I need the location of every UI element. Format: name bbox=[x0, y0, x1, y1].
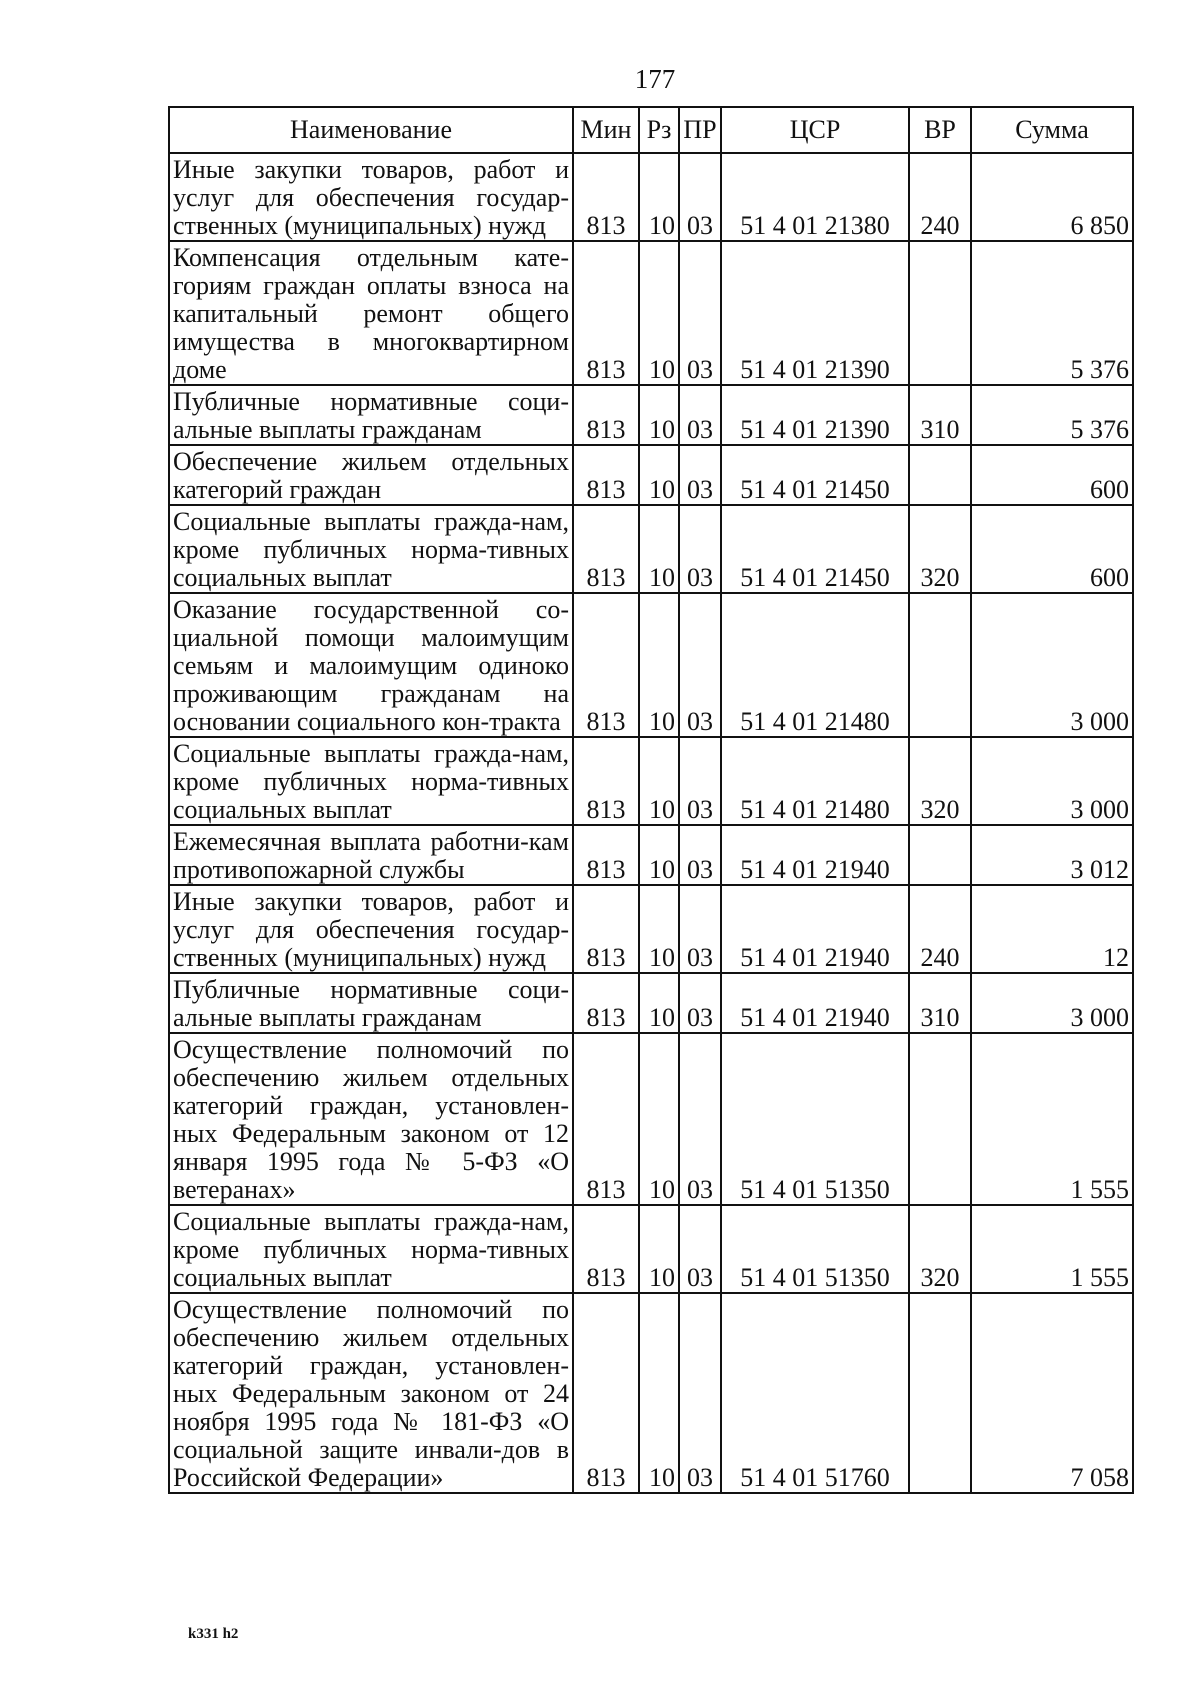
row-rz: 10 bbox=[639, 885, 679, 973]
row-pr: 03 bbox=[679, 1033, 721, 1205]
table-row bbox=[169, 385, 1133, 445]
header-name: Наименование bbox=[169, 107, 573, 153]
row-min: 813 bbox=[573, 385, 639, 445]
row-name: Обеспечение жильем отдельных категорий граждан bbox=[169, 445, 573, 505]
header-csr: ЦСР bbox=[721, 107, 909, 153]
budget-table bbox=[168, 106, 1134, 1494]
page-number: 177 bbox=[634, 64, 676, 94]
row-pr: 03 bbox=[679, 445, 721, 505]
row-min: 813 bbox=[573, 1033, 639, 1205]
row-csr: 51 4 01 21940 bbox=[721, 825, 909, 885]
row-sum: 3 000 bbox=[971, 737, 1133, 825]
row-csr: 51 4 01 21390 bbox=[721, 385, 909, 445]
row-vr: 320 bbox=[909, 737, 971, 825]
row-rz: 10 bbox=[639, 593, 679, 737]
row-sum: 6 850 bbox=[971, 153, 1133, 241]
row-rz: 10 bbox=[639, 1033, 679, 1205]
row-pr: 03 bbox=[679, 737, 721, 825]
row-name: Компенсация отдельным кате-гориям граждан оплаты взноса на капитальный ремонт общего имущества в многоквартирном доме bbox=[169, 241, 573, 385]
row-name: Ежемесячная выплата работни-кам противопожарной службы bbox=[169, 825, 573, 885]
row-csr: 51 4 01 21480 bbox=[721, 737, 909, 825]
row-pr: 03 bbox=[679, 973, 721, 1033]
row-pr: 03 bbox=[679, 1293, 721, 1493]
row-vr bbox=[909, 1033, 971, 1205]
row-vr bbox=[909, 1293, 971, 1493]
table-header-row bbox=[169, 107, 1133, 153]
row-sum: 7 058 bbox=[971, 1293, 1133, 1493]
row-csr: 51 4 01 51350 bbox=[721, 1205, 909, 1293]
row-csr: 51 4 01 21450 bbox=[721, 445, 909, 505]
row-min: 813 bbox=[573, 445, 639, 505]
header-vr: ВР bbox=[909, 107, 971, 153]
row-min: 813 bbox=[573, 737, 639, 825]
row-vr bbox=[909, 445, 971, 505]
row-name: Публичные нормативные соци-альные выплаты гражданам bbox=[169, 973, 573, 1033]
table-row bbox=[169, 973, 1133, 1033]
row-csr: 51 4 01 21450 bbox=[721, 505, 909, 593]
row-pr: 03 bbox=[679, 885, 721, 973]
row-rz: 10 bbox=[639, 241, 679, 385]
row-csr: 51 4 01 21480 bbox=[721, 593, 909, 737]
row-csr: 51 4 01 21940 bbox=[721, 885, 909, 973]
table-row bbox=[169, 885, 1133, 973]
row-vr bbox=[909, 825, 971, 885]
row-min: 813 bbox=[573, 973, 639, 1033]
row-csr: 51 4 01 21940 bbox=[721, 973, 909, 1033]
row-min: 813 bbox=[573, 1205, 639, 1293]
row-sum: 12 bbox=[971, 885, 1133, 973]
row-name: Социальные выплаты гражда-нам, кроме публичных норма-тивных социальных выплат bbox=[169, 1205, 573, 1293]
row-rz: 10 bbox=[639, 1293, 679, 1493]
row-csr: 51 4 01 21390 bbox=[721, 241, 909, 385]
table-row bbox=[169, 241, 1133, 385]
row-rz: 10 bbox=[639, 445, 679, 505]
header-sum: Сумма bbox=[971, 107, 1133, 153]
table-row bbox=[169, 1033, 1133, 1205]
row-csr: 51 4 01 21380 bbox=[721, 153, 909, 241]
row-vr: 310 bbox=[909, 385, 971, 445]
table-row bbox=[169, 1293, 1133, 1493]
row-min: 813 bbox=[573, 153, 639, 241]
row-name: Социальные выплаты гражда-нам, кроме публичных норма-тивных социальных выплат bbox=[169, 737, 573, 825]
row-rz: 10 bbox=[639, 1205, 679, 1293]
table-row bbox=[169, 737, 1133, 825]
row-rz: 10 bbox=[639, 505, 679, 593]
row-vr bbox=[909, 593, 971, 737]
row-min: 813 bbox=[573, 825, 639, 885]
row-vr: 240 bbox=[909, 153, 971, 241]
table-row bbox=[169, 593, 1133, 737]
row-vr: 320 bbox=[909, 1205, 971, 1293]
header-min: Мин bbox=[573, 107, 639, 153]
table-row bbox=[169, 505, 1133, 593]
row-pr: 03 bbox=[679, 1205, 721, 1293]
row-pr: 03 bbox=[679, 385, 721, 445]
row-sum: 600 bbox=[971, 505, 1133, 593]
row-vr bbox=[909, 241, 971, 385]
row-min: 813 bbox=[573, 505, 639, 593]
row-pr: 03 bbox=[679, 505, 721, 593]
table-row bbox=[169, 1205, 1133, 1293]
header-rz: Рз bbox=[639, 107, 679, 153]
row-pr: 03 bbox=[679, 153, 721, 241]
row-sum: 3 000 bbox=[971, 973, 1133, 1033]
row-rz: 10 bbox=[639, 737, 679, 825]
row-rz: 10 bbox=[639, 973, 679, 1033]
header-pr: ПР bbox=[679, 107, 721, 153]
row-name: Осуществление полномочий по обеспечению жильем отдельных категорий граждан, установлен-ных Федеральным законом от 24 ноября 1995 года № 181-ФЗ «О социальной защите инвали-дов в Российской Федерации» bbox=[169, 1293, 573, 1493]
row-name: Иные закупки товаров, работ и услуг для обеспечения государ-ственных (муниципальных) нужд bbox=[169, 153, 573, 241]
row-sum: 3 012 bbox=[971, 825, 1133, 885]
footer-code: k331 h2 bbox=[188, 1626, 239, 1642]
row-rz: 10 bbox=[639, 825, 679, 885]
row-name: Оказание государственной со-циальной помощи малоимущим семьям и малоимущим одиноко проживающим гражданам на основании социального кон-тракта bbox=[169, 593, 573, 737]
row-sum: 1 555 bbox=[971, 1033, 1133, 1205]
row-sum: 3 000 bbox=[971, 593, 1133, 737]
row-name: Публичные нормативные соци-альные выплаты гражданам bbox=[169, 385, 573, 445]
row-pr: 03 bbox=[679, 825, 721, 885]
row-rz: 10 bbox=[639, 385, 679, 445]
row-name: Иные закупки товаров, работ и услуг для обеспечения государ-ственных (муниципальных) нужд bbox=[169, 885, 573, 973]
row-sum: 600 bbox=[971, 445, 1133, 505]
row-min: 813 bbox=[573, 241, 639, 385]
row-min: 813 bbox=[573, 885, 639, 973]
row-min: 813 bbox=[573, 1293, 639, 1493]
table-row bbox=[169, 825, 1133, 885]
row-vr: 310 bbox=[909, 973, 971, 1033]
table-row bbox=[169, 445, 1133, 505]
row-csr: 51 4 01 51760 bbox=[721, 1293, 909, 1493]
row-pr: 03 bbox=[679, 241, 721, 385]
table-row bbox=[169, 153, 1133, 241]
row-vr: 240 bbox=[909, 885, 971, 973]
row-name: Осуществление полномочий по обеспечению жильем отдельных категорий граждан, установлен-ных Федеральным законом от 12 января 1995 года № 5-ФЗ «О ветеранах» bbox=[169, 1033, 573, 1205]
row-csr: 51 4 01 51350 bbox=[721, 1033, 909, 1205]
row-name: Социальные выплаты гражда-нам, кроме публичных норма-тивных социальных выплат bbox=[169, 505, 573, 593]
row-sum: 5 376 bbox=[971, 385, 1133, 445]
row-sum: 5 376 bbox=[971, 241, 1133, 385]
row-vr: 320 bbox=[909, 505, 971, 593]
row-pr: 03 bbox=[679, 593, 721, 737]
row-sum: 1 555 bbox=[971, 1205, 1133, 1293]
row-rz: 10 bbox=[639, 153, 679, 241]
row-min: 813 bbox=[573, 593, 639, 737]
